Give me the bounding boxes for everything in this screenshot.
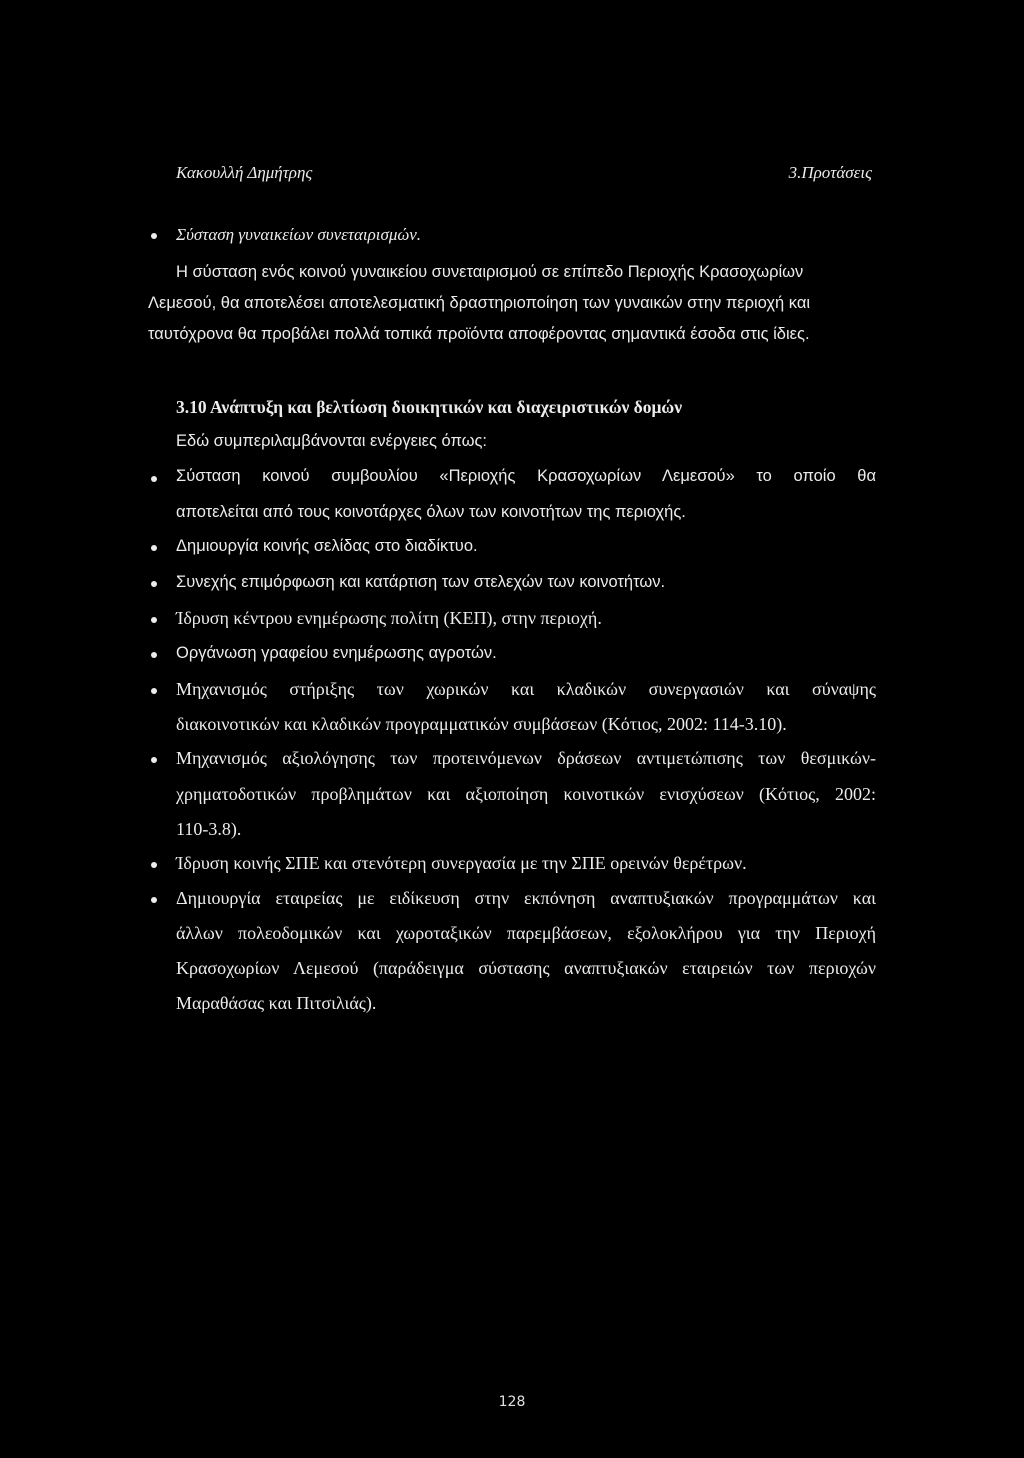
list-item-7-line-2: χρηματοδοτικών προβλημάτων και αξιοποίηση κοινοτικών ενισχύσεων (Κότιος, 2002: [176,784,876,804]
list-item-9-line-2: άλλων πολεοδομικών και χωροταξικών παρεμβάσεων, εξολοκλήρου για την Περιοχή [176,923,876,943]
header-author: Κακουλλή Δημήτρης [176,163,313,182]
top-bullet-text: Σύσταση γυναικείων συνεταιρισμών. [176,225,422,244]
section-intro: Εδώ συμπεριλαμβάνονται ενέργειες όπως: [176,432,488,450]
list-item-7-line-1: Μηχανισμός αξιολόγησης των προτεινόμενων δράσεων αντιμετώπισης των θεσμικών- [176,748,876,768]
list-item-9-line-1: Δημιουργία εταιρείας με ειδίκευση στην εκπόνηση αναπτυξιακών προγραμμάτων και [176,888,876,908]
list-item-4: Ίδρυση κέντρου ενημέρωσης πολίτη (ΚΕΠ), στην περιοχή. [176,608,602,628]
bullet-icon [151,652,157,658]
list-item-5: Οργάνωση γραφείου ενημέρωσης αγροτών. [176,644,497,662]
intro-line-1: Η σύσταση ενός κοινού γυναικείου συνεταιρισμού σε επίπεδο Περιοχής Κρασοχωρίων [176,263,804,281]
bullet-icon [151,688,157,694]
list-item-9-line-4: Μαραθάσας και Πιτσιλιάς). [176,993,377,1013]
bullet-icon [151,581,157,587]
intro-line-2: Λεμεσού, θα αποτελέσει αποτελεσματική δραστηριοποίηση των γυναικών στην περιοχή και [148,294,811,312]
bullet-icon [151,757,157,763]
page-number: 128 [498,1394,526,1410]
list-item-6-line-1: Μηχανισμός στήριξης των χωρικών και κλαδικών συνεργασιών και σύναψης [176,679,876,699]
bullet-icon [151,897,157,903]
list-item-7-line-3: 110-3.8). [176,819,242,839]
list-item-1-line-1: Σύσταση κοινού συμβουλίου «Περιοχής Κρασοχωρίων Λεμεσού» το οποίο θα [176,467,876,485]
bullet-icon [151,476,157,482]
bullet-icon [151,617,157,623]
intro-line-3: ταυτόχρονα θα προβάλει πολλά τοπικά προϊόντα αποφέροντας σημαντικά έσοδα στις ίδιες. [148,325,810,343]
list-item-8: Ίδρυση κοινής ΣΠΕ και στενότερη συνεργασία με την ΣΠΕ ορεινών θερέτρων. [176,853,747,873]
list-item-2: Δημιουργία κοινής σελίδας στο διαδίκτυο. [176,537,478,555]
bullet-icon [151,545,157,551]
list-item-9-line-3: Κρασοχωρίων Λεμεσού (παράδειγμα σύστασης αναπτυξιακών εταιρειών των περιοχών [176,958,876,978]
list-item-6-line-2: διακοινοτικών και κλαδικών προγραμματικών συμβάσεων (Κότιος, 2002: 114-3.10). [176,714,787,734]
header-chapter: 3.Προτάσεις [788,163,872,182]
bullet-icon [151,233,157,239]
bullet-icon [151,862,157,868]
section-heading: 3.10 Ανάπτυξη και βελτίωση διοικητικών και διαχειριστικών δομών [176,397,683,417]
list-item-1-line-2: αποτελείται από τους κοινοτάρχες όλων των κοινοτήτων της περιοχής. [176,503,686,521]
list-item-3: Συνεχής επιμόρφωση και κατάρτιση των στελεχών των κοινοτήτων. [176,573,666,591]
